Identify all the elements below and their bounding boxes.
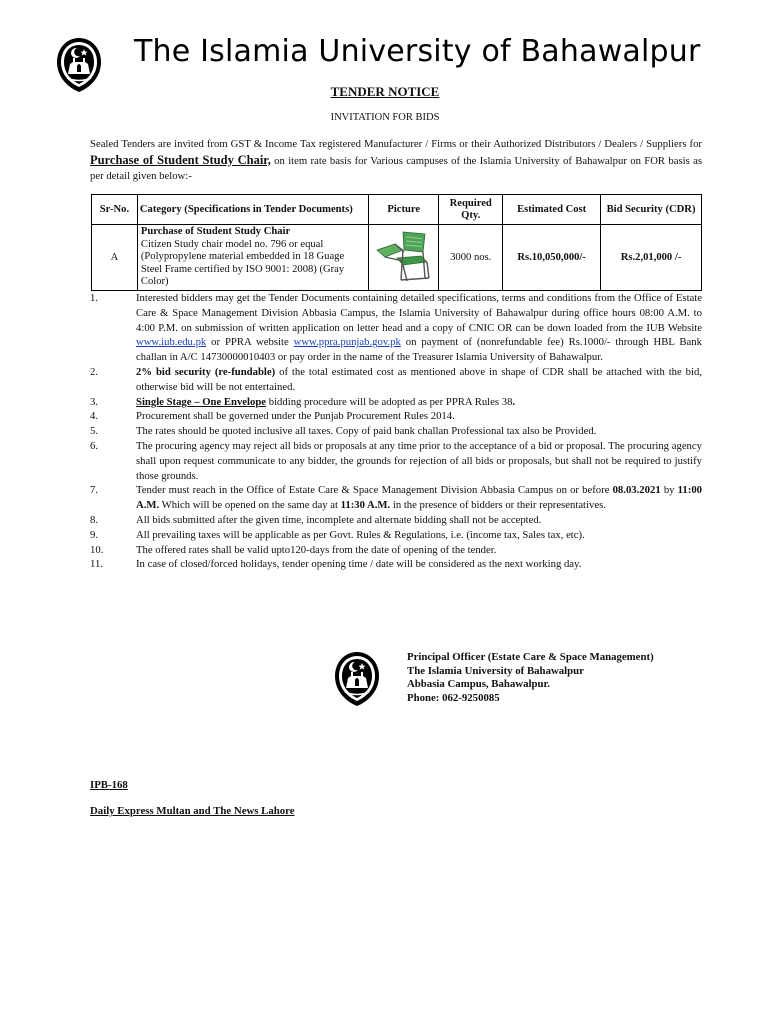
list-item — [90, 543, 702, 558]
term-text-part: of the total estimated cost as mentioned above in shape of CDR shall be attached with the bid, otherwise bid will be not entertained. — [136, 365, 702, 393]
table-header-row — [92, 195, 702, 225]
ipb-number: IPB-168 — [90, 779, 128, 791]
term-text — [136, 291, 702, 365]
term-text-part: Which will be opened on the same day at — [159, 499, 341, 512]
term-number: 4. — [90, 410, 99, 423]
row-bid-security: Rs.2,01,000 /- — [601, 225, 702, 291]
term-number: 1. — [90, 292, 99, 304]
term-text: Procurement shall be governed under the Punjab Procurement Rules 2014. — [136, 410, 455, 423]
term-number: 5. — [90, 425, 99, 438]
signature-phone: Phone: 062-9250085 — [407, 691, 500, 704]
notice-subtitle: INVITATION FOR BIDS — [330, 112, 440, 123]
term-text: The rates should be quoted inclusive all taxes. Copy of paid bank challan Professional tax also be Provided. — [136, 425, 597, 438]
term-text-part: by — [660, 484, 678, 497]
term-text-part: Interested bidders may get the Tender Documents containing detailed specifications, terms and conditions from the Office of Estate Care & Space Management Division Abbasia Campus, the Islamia University of Bahawalpur during office hours 08:00 A.M. to 4:00 P.M. on submission of written application on letter head and a copy of CNIC OR can be down loaded from the IUB Website — [136, 292, 702, 334]
row-picture — [369, 225, 439, 291]
intro-text-start: Sealed Tenders are invited from GST & Income Tax registered Manufacturer / Firms or their Authorized Distributors / Dealers / Suppliers for — [90, 138, 702, 150]
header-required-qty: Required Qty. — [439, 195, 503, 225]
header-bid-security: Bid Security (CDR) — [601, 195, 702, 225]
term-number: 11. — [90, 558, 103, 571]
list-item — [90, 365, 702, 395]
newspapers-line: Daily Express Multan and The News Lahore — [90, 805, 295, 817]
tender-items-table — [91, 194, 702, 291]
item-specification: Citizen Study chair model no. 796 or equal (Polypropylene material embedded in 18 Guage Steel Frame certified by ISO 9001: 2008) (Gray Color) — [140, 238, 345, 287]
term-text-part: Tender must reach in the Office of Estate Care & Space Management Division Abbasia Campus on or before — [136, 484, 613, 497]
list-item — [90, 439, 702, 483]
term-number: 9. — [90, 528, 99, 541]
term-text-part: or PPRA website — [206, 336, 294, 349]
term-text-part: in the presence of bidders or their representatives. — [390, 499, 606, 512]
term-text — [136, 483, 702, 513]
signature-designation: Principal Officer (Estate Care & Space Management) — [407, 651, 654, 663]
list-item — [90, 291, 702, 365]
row-sr-no: A — [92, 225, 138, 291]
term-text: The procuring agency may reject all bids or proposals at any time prior to the acceptance of a bid or proposal. The procuring agency shall upon request communicate to any bidder, the grounds for rejection of all bids or proposals, but shall not be required to justify those grounds. — [136, 439, 702, 482]
signature-crest-icon — [331, 650, 383, 708]
university-title: The Islamia University of Bahawalpur — [134, 34, 701, 69]
header-estimated-cost: Estimated Cost — [503, 195, 601, 225]
term-bold-text: 11:30 A.M. — [340, 499, 391, 512]
term-text: All prevailing taxes will be applicable as per Govt. Rules & Regulations, i.e. (income tax, Sales tax, etc). — [136, 528, 585, 541]
header-sr-no: Sr-No. — [92, 195, 138, 225]
term-underlined-text: Single Stage – One Envelope — [136, 395, 267, 408]
signature-campus: Abbasia Campus, Bahawalpur. — [407, 678, 551, 691]
intro-highlight: Purchase of Student Study Chair, — [90, 152, 271, 167]
term-text — [136, 365, 702, 395]
list-item — [90, 395, 702, 410]
list-item — [90, 557, 702, 572]
header-category: Category (Specifications in Tender Documents) — [137, 195, 368, 225]
list-item — [90, 409, 702, 424]
ppra-website-link[interactable]: www.ppra.punjab.gov.pk — [293, 336, 401, 349]
list-item — [90, 528, 702, 543]
table-row — [92, 225, 702, 291]
list-item — [90, 424, 702, 439]
term-number: 10. — [90, 543, 104, 556]
term-number: 6. — [90, 439, 99, 452]
notice-title: TENDER NOTICE — [330, 84, 440, 99]
iub-website-link[interactable]: www.iub.edu.pk — [136, 336, 207, 349]
term-text-part: bidding procedure will be adopted as per PPRA Rules 38 — [266, 395, 513, 408]
intro-text-end: on item rate basis for Various campuses of the Islamia University of Bahawalpur on FOR basis as per detail given below:- — [90, 154, 702, 182]
term-text — [136, 395, 702, 410]
term-bold-text: 08.03.2021 — [612, 484, 661, 497]
item-title: Purchase of Student Study Chair — [140, 226, 291, 237]
signature-block — [407, 651, 654, 705]
row-estimated-cost: Rs.10,050,000/- — [503, 225, 601, 291]
row-category — [137, 225, 368, 291]
term-text-part: on payment of (nonrefundable fee) Rs.1000/- through HBL Bank challan in A/C 14730000010403 or pay order in the name of the Treasurer Islamia University of Bahawalpur. — [136, 336, 702, 364]
study-chair-icon — [373, 228, 435, 284]
term-number: 2. — [90, 365, 99, 378]
term-bold-text: 11:00 A.M. — [136, 484, 703, 512]
term-number: 8. — [90, 513, 99, 526]
term-text: In case of closed/forced holidays, tender opening time / date will be considered as the next working day. — [136, 558, 582, 571]
row-required-qty: 3000 nos. — [439, 225, 503, 291]
term-bold-text: 2% bid security (re-fundable) — [136, 365, 276, 378]
intro-paragraph — [90, 137, 702, 185]
header-picture: Picture — [369, 195, 439, 225]
term-number: 3. — [90, 395, 99, 408]
terms-list — [90, 291, 702, 572]
term-text: All bids submitted after the given time, incomplete and alternate bidding shall not be accepted. — [136, 513, 542, 526]
signature-university: The Islamia University of Bahawalpur — [407, 664, 584, 677]
term-text: The offered rates shall be valid upto120-days from the date of opening of the tender. — [136, 543, 497, 556]
term-number: 7. — [90, 484, 99, 497]
term-bold-text: . — [512, 395, 516, 408]
list-item — [90, 483, 702, 513]
list-item — [90, 513, 702, 528]
